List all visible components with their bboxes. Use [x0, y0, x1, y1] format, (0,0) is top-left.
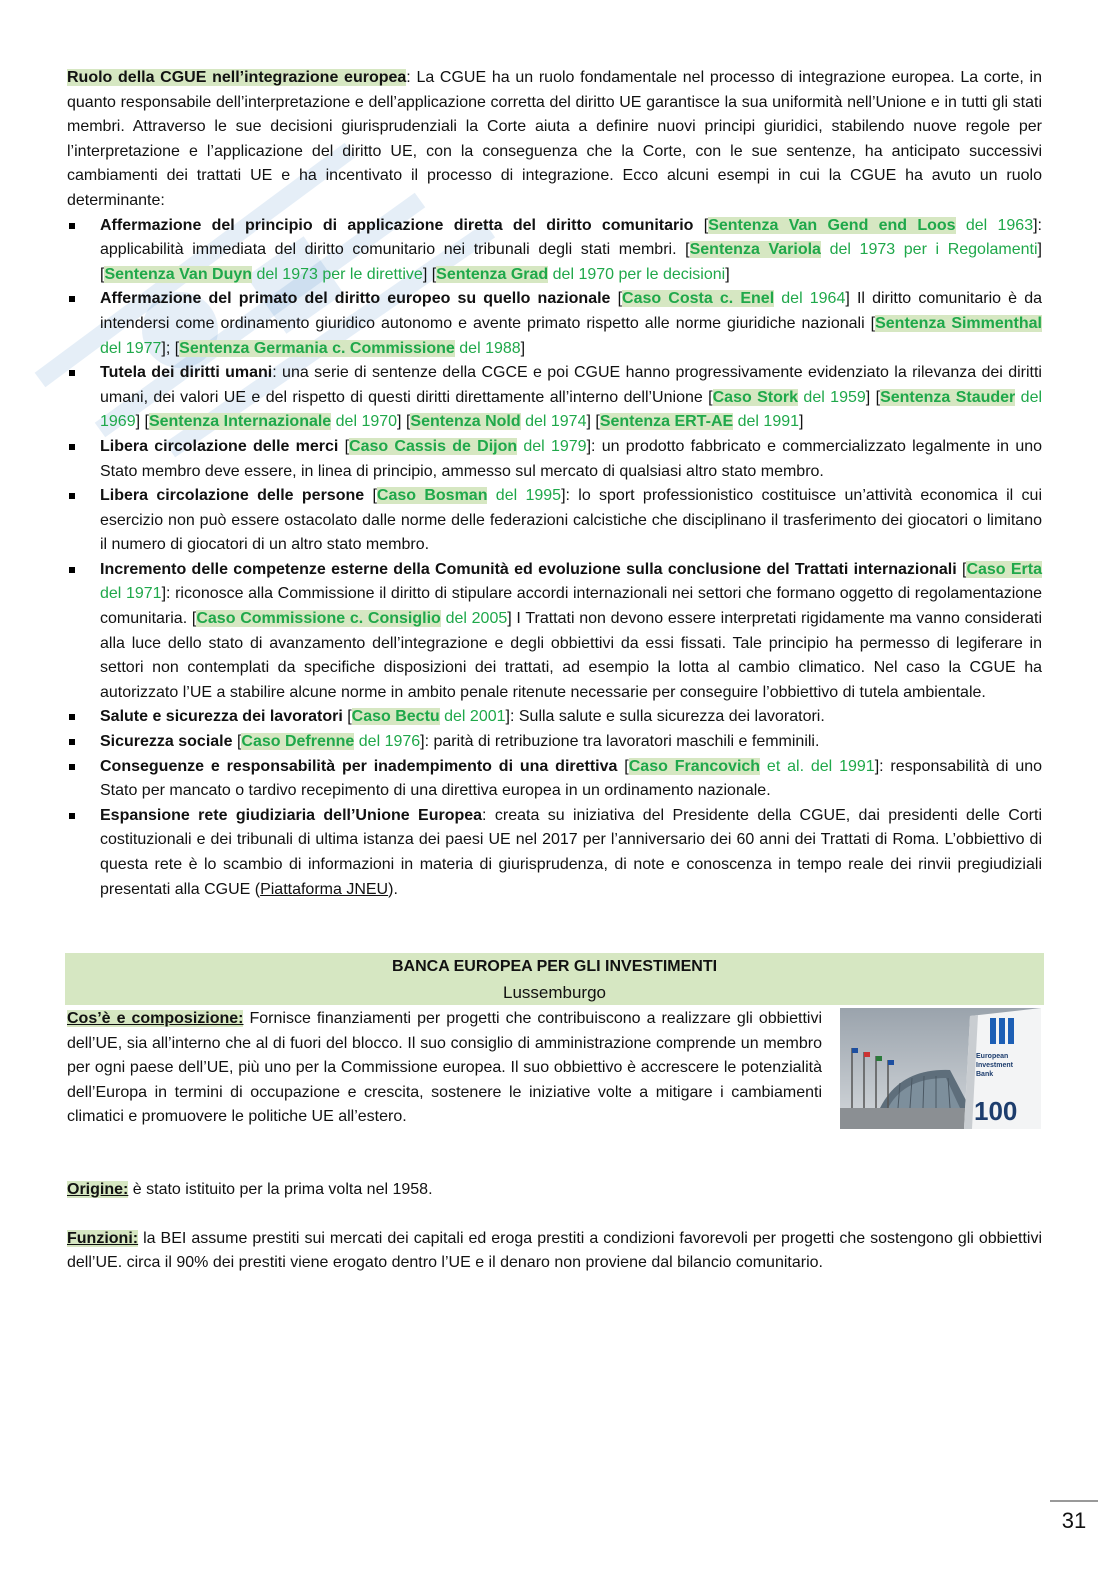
- bei-origine: [67, 1178, 1042, 1203]
- cgue-intro-text: : La CGUE ha un ruolo fondamentale nel processo di integrazione europea. La corte, in quanto responsabile dell’interpretazione e dell’applicazione corretta del diritto UE garantisce la sua uniformità nell’Unione e in tutti gli stati membri. Attraverso le sue decisioni giurisprudenziali la Corte aiuta a definire nuovi principi giuridici, stabilendo nuove regole per l’interpretazione e l’applicazione del diritto UE, con la conseguenza che la Corte, con le sue sentenze, ha anticipato successivi cambiamenti dei trattati UE e ha incentivato il processo di integrazione. Ecco alcuni esempi in cui la CGUE ha avuto un ruolo determinante:: [67, 69, 1042, 209]
- example-text: ] [: [422, 265, 437, 283]
- example-title: Incremento delle competenze esterne della Comunità ed evoluzione sulla conclusione del Trattati internazionali: [100, 560, 957, 578]
- bei-subtitle: Lussemburgo: [502, 983, 606, 1002]
- example-text: ]: lo sport professionistico costituisce un’attività economica il cui esercizio non può essere ostacolato dalle norme delle federazioni calcistiche che disciplinano il trasferimento dei giocatori o limitano il numero di giocatori di un altro stato membro.: [100, 487, 1042, 554]
- example-text: : creata su iniziativa del Presidente della CGUE, dai presidenti delle Corti costituzionali e dei tribunali di ultima istanza dei paesi UE nel 2017 per l’anniversario dei 60 anni dei Trattati di Roma. L’obbiettivo di questa rete è lo scambio di informazioni in materia di giurisprudenza, di note e conoscenza in tempo reale dei rinvii pregiudiziali presentati alla CGUE (: [100, 806, 1043, 898]
- example-text: [: [232, 733, 242, 751]
- case-reference: Sentenza Van Duyn: [104, 265, 253, 283]
- cgue-example-item: [67, 287, 1042, 361]
- example-text: ]: riconosce alla Commissione il diritto di stipulare accordi internazionali nei settori che formano oggetto di regolamentazione comunitaria. [: [100, 585, 1043, 628]
- cgue-intro: [67, 66, 1042, 214]
- case-reference: Caso Cassis de Dijon: [349, 437, 518, 455]
- bei-composizione-label: Cos’è e composizione:: [67, 1010, 244, 1027]
- cgue-example-item: [67, 705, 1042, 730]
- example-text: : una serie di sentenze della CGCE e poi CGUE hanno progressivamente evidenziato la rilevanza dei diritti umani, dei valori UE e del rispetto di questi diritti direttamente all’interno dell’Unione [: [100, 364, 1042, 406]
- case-reference: Sentenza Germania c. Commissione: [179, 339, 455, 357]
- case-reference: Sentenza Internazionale: [148, 413, 332, 431]
- example-title: Espansione rete giudiziaria dell’Unione Europea: [100, 806, 483, 824]
- cgue-example-item: [67, 484, 1042, 558]
- case-reference: Caso Commissione c. Consiglio: [196, 610, 441, 628]
- case-year: del 1979: [517, 437, 587, 455]
- bei-funzioni: [67, 1227, 1042, 1276]
- case-reference: Sentenza Stauder: [880, 388, 1016, 406]
- case-year: del 1964: [774, 290, 846, 308]
- example-text: ).: [388, 880, 398, 898]
- case-year: del 2001: [439, 708, 506, 726]
- bei-funzioni-label: Funzioni:: [67, 1229, 139, 1247]
- example-text: ]: Sulla salute e sulla sicurezza dei lavoratori.: [505, 708, 825, 726]
- case-year: del 1995: [487, 487, 562, 505]
- example-title: Libera circolazione delle merci: [100, 437, 339, 455]
- bei-composizione-text: Fornisce finanziamenti per progetti che contribuiscono a realizzare gli obbiettivi dell’UE, sia all’interno che al di fuori del blocco. Il suo consiglio di amministrazione comprende un membro per ogni paese dell’UE, più uno per la Commissione europea. Il suo obbiettivo è accrescere le potenzialità dell’Europa in termini di occupazione e crescita, sostenere le iniziative volte a mitigare i cambiamenti climatici e promuovere le politiche UE all’estero.: [67, 1010, 822, 1126]
- case-reference: Sentenza ERT-AE: [599, 413, 734, 431]
- sign-line-1: European: [976, 1053, 1009, 1060]
- example-title: Affermazione del principio di applicazione diretta del diritto comunitario: [100, 216, 694, 234]
- example-text: [: [342, 708, 352, 726]
- bei-origine-label: Origine:: [67, 1180, 129, 1198]
- case-year: del 1976: [354, 733, 421, 751]
- example-text: ]; [: [161, 339, 180, 357]
- cgue-example-item: [67, 804, 1042, 902]
- case-year: del 1963: [955, 216, 1034, 234]
- example-title: Tutela dei diritti umani: [100, 364, 273, 382]
- case-reference: Caso Bectu: [351, 708, 440, 726]
- bei-composizione: [67, 1007, 822, 1130]
- case-year: del 1970: [331, 413, 398, 431]
- case-year: et al. del 1991: [760, 757, 875, 775]
- case-year: del 2005: [440, 610, 508, 628]
- example-text: ] [: [397, 413, 411, 431]
- case-year: del 1970 per le decisioni: [548, 265, 726, 283]
- cgue-intro-heading: Ruolo della CGUE nell’integrazione europea: [67, 69, 407, 86]
- example-text: ] [: [100, 241, 1042, 283]
- example-text: ] [: [135, 413, 149, 431]
- example-text: ]: [725, 265, 730, 283]
- bei-funzioni-text: la BEI assume prestiti sui mercati dei capitali ed eroga prestiti a condizioni favorevoli per progetti che sostengono gli obbiettivi dell’UE. circa il 90% dei prestiti viene erogato dentro l’UE e il denaro non proviene dal bilancio comunitario.: [67, 1229, 1042, 1272]
- example-text: [: [338, 437, 350, 455]
- example-text: ] [: [586, 413, 600, 431]
- example-text: ]: [520, 339, 526, 357]
- example-text: ] I Trattati non devono essere interpretati rigidamente ma vanno considerati alla luce dello stato di avanzamento dell’integrazione e degli obbiettivi da essi fissati. Tale principio ha permesso di legiferare in settori non contemplati da specifiche disposizioni dei trattati, ad esempio la lotta al cambio climatico. Nel caso la CGUE ha autorizzato l’UE a stabilire alcune norme in ambito penale ritenute necessarie per conseguire l’obbiettivo di tutela ambientale.: [100, 610, 1043, 701]
- example-text: ]: un prodotto fabbricato e commercializzato legalmente in uno Stato membro deve essere, in linea di principio, ammesso sul mercato di qualsiasi altro stato membro.: [100, 437, 1043, 480]
- case-reference: Caso Erta: [966, 560, 1043, 578]
- case-year: del 1971: [100, 585, 162, 603]
- cgue-example-item: [67, 558, 1042, 706]
- cgue-example-item: [67, 755, 1042, 804]
- case-reference: Sentenza Nold: [410, 413, 521, 431]
- case-reference: Sentenza Simmenthal: [875, 314, 1043, 332]
- case-year: del 1969: [100, 388, 1043, 431]
- example-text: [: [610, 290, 623, 308]
- example-title: Salute e sicurezza dei lavoratori: [100, 708, 343, 726]
- cgue-example-item: [67, 730, 1042, 755]
- case-year: del 1988: [454, 339, 521, 357]
- cgue-examples-list: [67, 214, 1042, 903]
- case-year: del 1974: [520, 413, 587, 431]
- bei-title: BANCA EUROPEA PER GLI INVESTIMENTI: [391, 958, 718, 975]
- sign-number: 100: [974, 1096, 1018, 1126]
- example-text: ]: [799, 413, 804, 431]
- case-year: del 1977: [100, 339, 162, 357]
- example-text: ] [: [865, 388, 881, 406]
- case-reference: Sentenza Grad: [436, 265, 549, 283]
- cgue-section: [67, 66, 1042, 902]
- example-text: ]: responsabilità di uno Stato per mancato o tardivo recepimento di una direttiva europea in un ordinamento nazionale.: [100, 757, 1043, 800]
- case-year: del 1991: [733, 413, 800, 431]
- case-reference: Sentenza Van Gend end Loos: [708, 216, 956, 234]
- bei-header: [65, 953, 1044, 1005]
- example-text: [: [956, 560, 967, 578]
- case-reference: Sentenza Variola: [689, 241, 821, 259]
- example-text: ]: applicabilità immediata del diritto comunitario nei tribunali degli stati membri. [: [100, 216, 1042, 259]
- sign-line-3: Bank: [976, 1071, 994, 1078]
- cgue-example-item: [67, 435, 1042, 484]
- bei-origine-text: è stato istituito per la prima volta nel 1958.: [128, 1180, 433, 1198]
- example-title: Libera circolazione delle persone: [100, 487, 365, 505]
- case-year: del 1973 per le direttive: [252, 265, 423, 283]
- page-number-rule: [1050, 1500, 1098, 1502]
- example-text: ] Il diritto comunitario è da intendersi come ordinamento giuridico autonomo e avente primato rispetto alle norme giuridiche nazionali [: [100, 290, 1042, 332]
- cgue-example-item: [67, 214, 1042, 288]
- example-text: [: [364, 487, 377, 505]
- example-text: [: [693, 216, 709, 234]
- case-reference: Caso Bosman: [376, 487, 488, 505]
- example-title: Conseguenze e responsabilità per inadempimento di una direttiva: [100, 757, 618, 775]
- case-reference: Caso Defrenne: [241, 733, 355, 751]
- page-number: 31: [1061, 1508, 1087, 1533]
- case-year: del 1973 per i Regolamenti: [820, 241, 1038, 259]
- case-reference: Caso Costa c. Enel: [622, 290, 775, 308]
- case-year: del 1959: [798, 388, 866, 406]
- bei-building-photo: [840, 1008, 1041, 1129]
- example-title: Sicurezza sociale: [100, 733, 233, 751]
- example-title: Affermazione del primato del diritto europeo su quello nazionale: [100, 290, 611, 308]
- example-text: [: [617, 757, 629, 775]
- bei-building-illustration: [840, 1008, 1041, 1129]
- example-text: ]: parità di retribuzione tra lavoratori maschili e femminili.: [420, 733, 820, 751]
- platform-link[interactable]: Piattaforma JNEU: [260, 880, 389, 898]
- case-reference: Caso Stork: [712, 388, 799, 406]
- sign-line-2: Investment: [976, 1062, 1013, 1069]
- case-reference: Caso Francovich: [628, 757, 761, 775]
- cgue-example-item: [67, 361, 1042, 435]
